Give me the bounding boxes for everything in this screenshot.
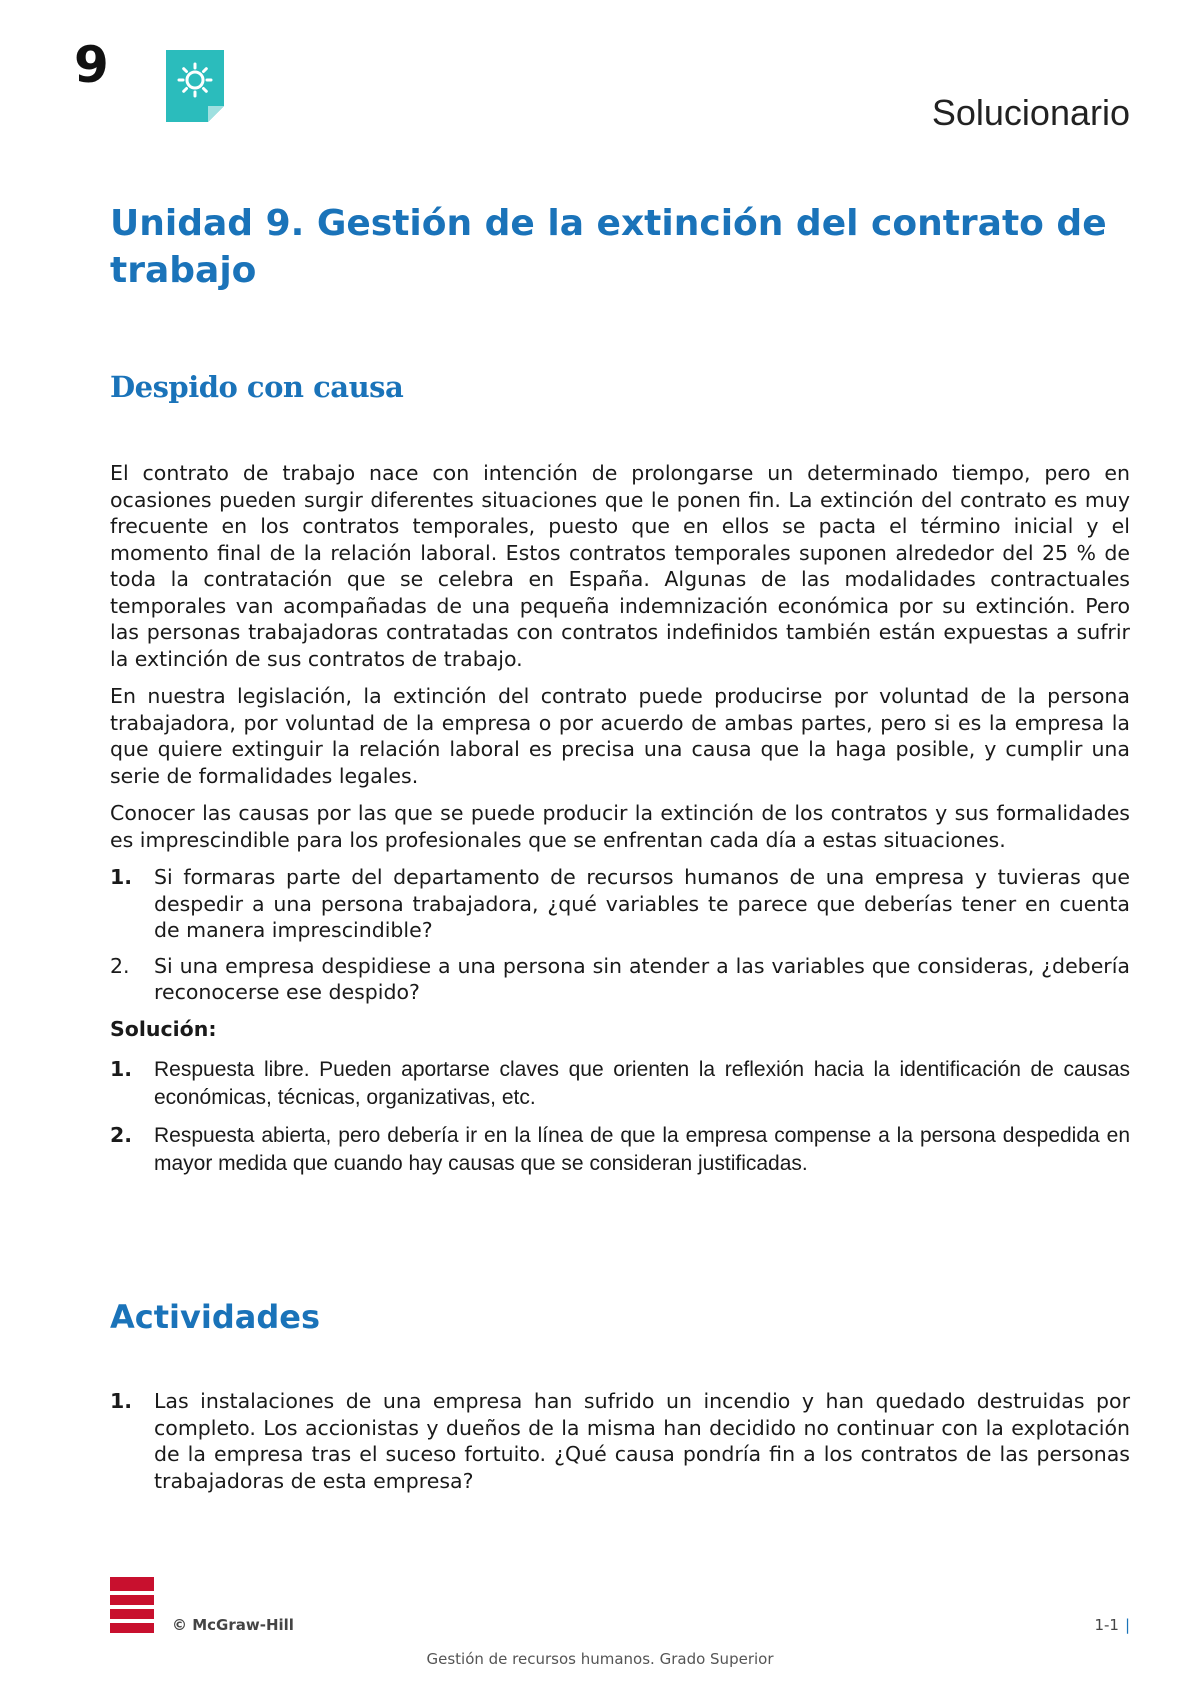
question-text: Si una empresa despidiese a una persona sin atender a las variables que consideras, ¿debería reconocerse ese despido? xyxy=(154,953,1130,1004)
page-separator: | xyxy=(1124,1616,1130,1634)
page-number xyxy=(1094,1616,1130,1634)
page-number-text: 1-1 xyxy=(1094,1616,1119,1634)
activity-item xyxy=(110,1388,1130,1494)
question-item xyxy=(110,953,1130,1006)
solution-number: 2. xyxy=(110,1123,133,1147)
question-text: Si formaras parte del departamento de recursos humanos de una empresa y tuvieras que despedir a una persona trabajadora, ¿qué variables te parece que deberías tener en cuenta de manera imprescindible? xyxy=(154,865,1130,942)
unit-title: Unidad 9. Gestión de la extinción del contrato de trabajo xyxy=(110,203,1107,291)
activities-body xyxy=(110,1388,1130,1503)
activity-list xyxy=(110,1388,1130,1494)
activity-number: 1. xyxy=(110,1389,133,1413)
question-number: 2. xyxy=(110,953,130,978)
solution-number: 1. xyxy=(110,1057,133,1081)
question-number: 1. xyxy=(110,865,133,889)
copyright: © McGraw-Hill xyxy=(172,1616,294,1634)
activity-text: Las instalaciones de una empresa han sufrido un incendio y han quedado destruidas por completo. Los accionistas y dueños de la misma han decidido no continuar con la explotación de la empresa tras el suceso fortuito. ¿Qué causa pondría fin a los contratos de las personas trabajadoras de esta empresa? xyxy=(154,1389,1130,1493)
footer-book-title: Gestión de recursos humanos. Grado Superior xyxy=(426,1650,774,1668)
question-item xyxy=(110,864,1130,944)
paragraph: Conocer las causas por las que se puede producir la extinción de los contratos y sus formalidades es imprescindible para los profesionales que se enfrentan cada día a estas situaciones. xyxy=(110,801,1130,852)
header-label: Solucionario xyxy=(931,92,1130,133)
solution-list xyxy=(110,1056,1130,1178)
solution-text: Respuesta abierta, pero debería ir en la línea de que la empresa compense a la persona despedida en mayor medida que cuando hay causas que se consideran justificadas. xyxy=(154,1124,1130,1175)
gear-document-icon xyxy=(166,50,224,122)
activities-title: Actividades xyxy=(110,1298,320,1336)
section-title: Despido con causa xyxy=(110,370,404,404)
solution-text: Respuesta libre. Pueden aportarse claves que orienten la reflexión hacia la identificación de causas económicas, técnicas, organizativas, etc. xyxy=(154,1058,1130,1109)
unit-number: 9 xyxy=(74,36,109,94)
mcgraw-hill-logo xyxy=(110,1577,154,1633)
solution-item xyxy=(110,1122,1130,1178)
solution-item xyxy=(110,1056,1130,1112)
question-list xyxy=(110,864,1130,1006)
section-body xyxy=(110,460,1130,1188)
paragraph: En nuestra legislación, la extinción del contrato puede producirse por voluntad de la persona trabajadora, por voluntad de la empresa o por acuerdo de ambas partes, pero si es la empresa la que quiere extinguir la relación laboral es precisa una causa que la haga posible, y cumplir una serie de formalidades legales. xyxy=(110,684,1130,788)
paragraph: El contrato de trabajo nace con intención de prolongarse un determinado tiempo, pero en ocasiones pueden surgir diferentes situaciones que le ponen fin. La extinción del contrato es muy frecuente en los contratos temporales, puesto que en ellos se pacta el término inicial y el momento final de la relación laboral. Estos contratos temporales suponen alrededor del 25 % de toda la contratación que se celebra en España. Algunas de las modalidades contractuales temporales van acompañadas de una pequeña indemnización económica por su extinción. Pero las personas trabajadoras contratadas con contratos indefinidos también están expuestas a sufrir la extinción de sus contratos de trabajo. xyxy=(110,461,1130,671)
solution-label: Solución: xyxy=(110,1016,217,1041)
